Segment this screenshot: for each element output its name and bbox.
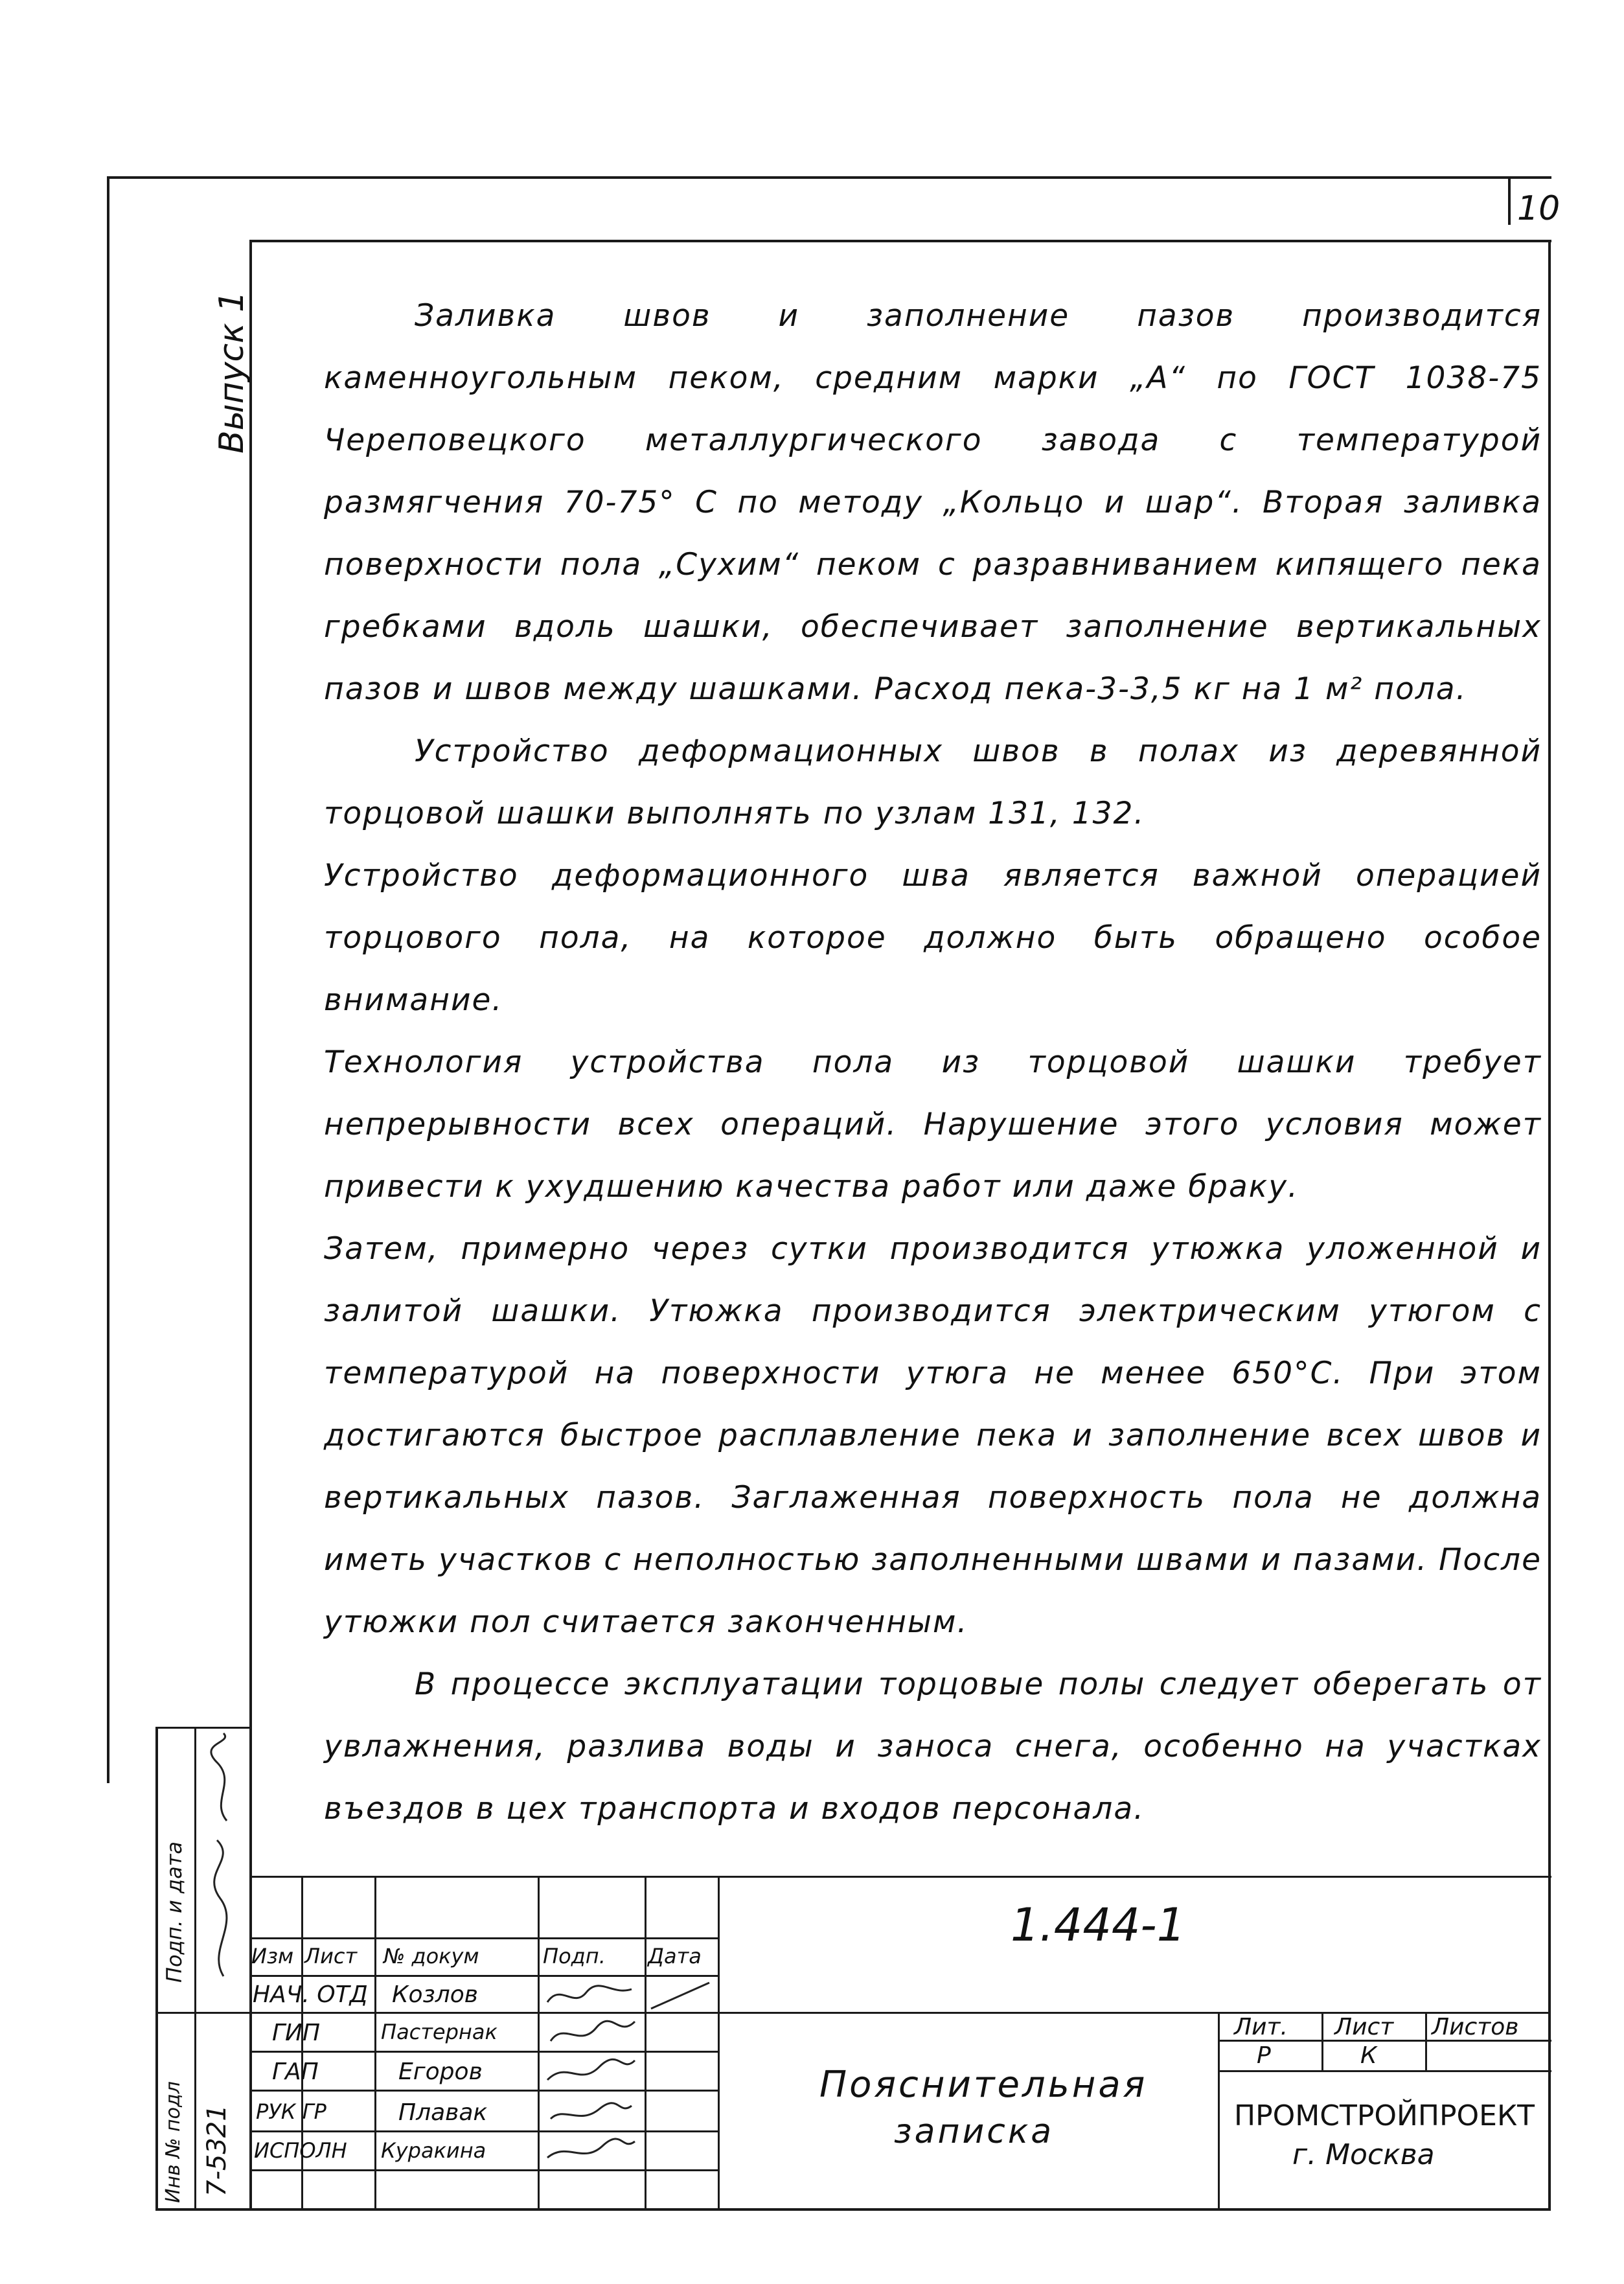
date-scribble [648,1976,713,2015]
doc-title-line2: записка [894,2112,1055,2151]
role-cell: НАЧ. ОТД [253,1981,368,2008]
inner-left-line [249,240,252,2209]
inv-value: 7-5321 [202,2105,232,2197]
lit-label: Лит. [1234,2014,1288,2040]
sheet-number-divider [1508,176,1511,225]
org-city: г. Москва [1292,2138,1435,2171]
sheet-value: К [1360,2042,1377,2069]
header-izm: Изм [251,1944,294,1968]
lit-value: Р [1257,2042,1271,2069]
header-doc-no: № докум [383,1944,479,1968]
role-cell: ИСПОЛН [254,2138,347,2163]
sheets-label: Листов [1432,2014,1519,2040]
outer-left-line [107,176,109,1783]
name-cell: Пастернак [381,2020,497,2044]
paragraph: Устройство деформационных швов в полах из деревянной торцовой шашки выполнять по узлам 131, 132. [324,733,1542,831]
signature-scribble [541,1976,641,2171]
inv-label: Инв № подл [162,2081,185,2203]
paragraph: Затем, примерно через сутки производится утюжка уложенной и залитой шашки. Утюжка производится электрическим утюгом с температурой на поверхности утюга не менее 650°С. При этом достигаются быстрое расплавление пека и заполнение всех швов и вертикальных пазов. Заглаженная поверхность пола не должна иметь участков с неполностью заполненными швами и пазами. После утюжки пол считается законченным. [324,1231,1542,1640]
body-text [324,285,1542,1840]
name-cell: Плавак [398,2099,488,2126]
inner-right-line [1548,240,1551,2209]
name-cell: Егоров [398,2059,483,2085]
doc-code: 1.444-1 [1011,1898,1186,1952]
paragraph: Заливка швов и заполнение пазов производится каменноугольным пеком, средним марки „А“ по ГОСТ 1038-75 Череповецкого металлургического завода с температурой размягчения 70-75° С по методу „Кольцо и шар“. Вторая заливка поверхности пола „Сухим“ пеком с разравниванием кипящего пека гребками вдоль шашки, обеспечивает заполнение вертикальных пазов и швов между шашками. Расход пека-3-3,5 кг на 1 м² пола. [324,298,1542,707]
paragraph: В процессе эксплуатации торцовые полы следует оберегать от увлажнения, разлива воды и заноса снега, особенно на участках въездов в цех транспорта и входов персонала. [324,1667,1542,1827]
role-cell: ГИП [272,2020,321,2046]
outer-top-line [107,176,1551,179]
doc-title-line1: Пояснительная [819,2064,1148,2106]
org-name: ПРОМСТРОЙПРОЕКТ [1234,2099,1535,2132]
sheet-label: Лист [1334,2014,1394,2040]
sheet-number: 10 [1517,189,1561,228]
role-cell: ГАП [272,2059,319,2085]
name-cell: Козлов [392,1981,478,2008]
paragraph: Технология устройства пола из торцовой шашки требует непрерывности всех операций. Нарушение этого условия может привести к ухудшению качества работ или даже браку. [324,1044,1542,1205]
side-signature-scribble [198,1730,249,1989]
sign-label: Подп. и дата [162,1841,187,1983]
header-sign: Подп. [543,1944,606,1968]
paragraph: Устройство деформационного шва является важной операцией торцового пола, на которое должно быть обращено особое внимание. [324,858,1542,1018]
name-cell: Куракина [381,2138,486,2163]
header-date: Дата [648,1944,702,1968]
side-title: Выпуск 1 [212,290,251,454]
inner-bottom-line [155,2208,1551,2211]
header-list: Лист [304,1944,358,1968]
role-cell: РУК ГР [256,2099,326,2124]
inner-top-line [249,240,1551,242]
